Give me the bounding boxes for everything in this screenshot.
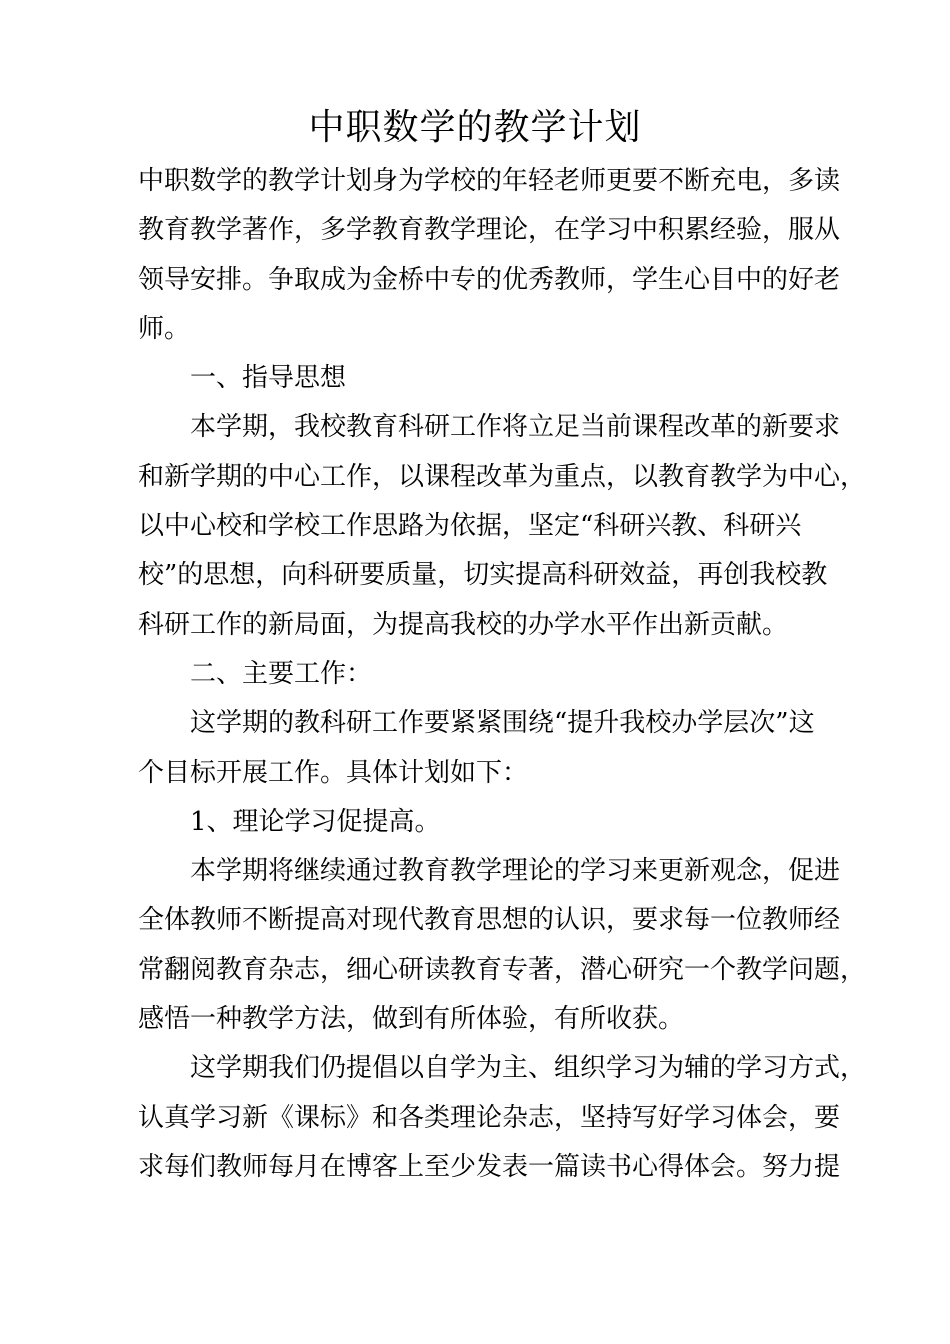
paragraph-line: 全体教师不断提高对现代教育思想的认识，要求每一位教师经	[138, 905, 841, 936]
paragraph-line: 感悟一种教学方法，做到有所体验，有所收获。	[138, 1004, 685, 1035]
section-heading: 一、指导思想	[190, 363, 347, 394]
paragraph-line: 教育教学著作，多学教育教学理论，在学习中积累经验，服从	[138, 215, 841, 246]
paragraph-line: 这学期我们仍提倡以自学为主、组织学习为辅的学习方式，	[190, 1053, 867, 1084]
paragraph-line: 中职数学的教学计划身为学校的年轻老师更要不断充电，多读	[138, 166, 841, 196]
paragraph-line: 本学期将继续通过教育教学理论的学习来更新观念，促进	[190, 856, 841, 887]
subsection-heading: 1、理论学习促提高。	[190, 806, 441, 837]
paragraph-line: 领导安排。争取成为金桥中专的优秀教师，学生心目中的好老	[138, 264, 841, 295]
paragraph-line: 以中心校和学校工作思路为依据，坚定“科研兴教、科研兴	[138, 511, 802, 542]
paragraph-line: 求每们教师每月在博客上至少发表一篇读书心得体会。努力提	[138, 1151, 841, 1182]
paragraph-line: 师。	[138, 313, 191, 344]
paragraph-line: 和新学期的中心工作，以课程改革为重点，以教育教学为中心，	[138, 461, 867, 492]
document-title: 中职数学的教学计划	[308, 107, 642, 148]
paragraph-line: 个目标开展工作。具体计划如下：	[138, 757, 529, 788]
paragraph-line: 常翻阅教育杂志，细心研读教育专著，潜心研究一个教学问题，	[138, 954, 867, 985]
paragraph-line: 本学期，我校教育科研工作将立足当前课程改革的新要求	[190, 412, 841, 443]
paragraph-line: 这学期的教科研工作要紧紧围绕“提升我校办学层次”这	[190, 708, 815, 739]
document-body	[138, 157, 867, 1192]
paragraph-line: 校”的思想，向科研要质量，切实提高科研效益，再创我校教	[138, 560, 828, 591]
section-heading: 二、主要工作：	[190, 658, 373, 689]
paragraph-line: 认真学习新《课标》和各类理论杂志，坚持写好学习体会，要	[138, 1102, 841, 1133]
paragraph-line: 科研工作的新局面，为提高我校的办学水平作出新贡献。	[138, 609, 789, 640]
